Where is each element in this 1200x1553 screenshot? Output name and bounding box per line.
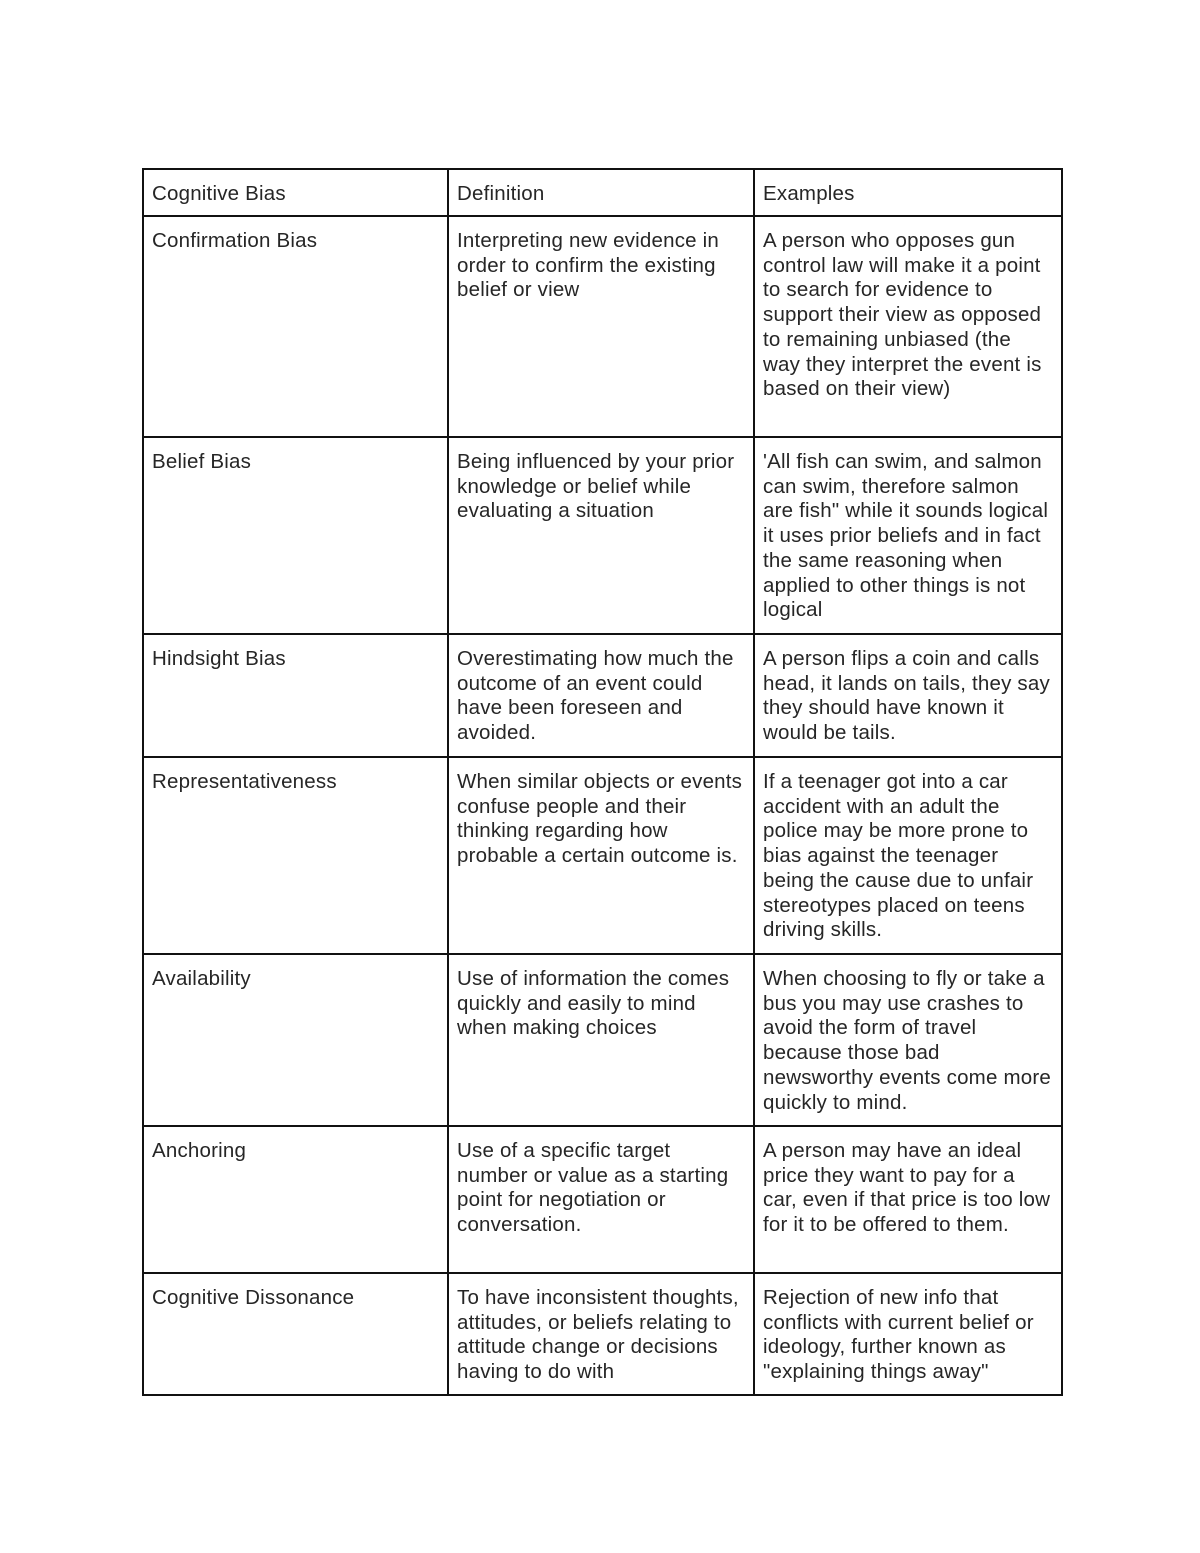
definition-cell: Use of information the comes quickly and easily to mind when making choices	[448, 954, 754, 1126]
header-examples: Examples	[754, 169, 1062, 216]
bias-name-cell: Cognitive Dissonance	[143, 1273, 448, 1395]
example-cell: A person who opposes gun control law will make it a point to search for evidence to support their view as opposed to remaining unbiased (the way they interpret the event is based on their view)	[754, 216, 1062, 437]
example-cell: Rejection of new info that conflicts with current belief or ideology, further known as "explaining things away"	[754, 1273, 1062, 1395]
header-definition: Definition	[448, 169, 754, 216]
bias-name-cell: Availability	[143, 954, 448, 1126]
definition-cell: When similar objects or events confuse people and their thinking regarding how probable a certain outcome is.	[448, 757, 754, 954]
table-row	[143, 1273, 1062, 1395]
table-row	[143, 437, 1062, 634]
bias-name-cell: Belief Bias	[143, 437, 448, 634]
header-cognitive-bias: Cognitive Bias	[143, 169, 448, 216]
bias-name-cell: Anchoring	[143, 1126, 448, 1273]
table-row	[143, 1126, 1062, 1273]
example-cell: When choosing to fly or take a bus you may use crashes to avoid the form of travel because those bad newsworthy events come more quickly to mind.	[754, 954, 1062, 1126]
table-header-row	[143, 169, 1062, 216]
table-row	[143, 216, 1062, 437]
bias-name-cell: Representativeness	[143, 757, 448, 954]
definition-cell: Use of a specific target number or value as a starting point for negotiation or conversation.	[448, 1126, 754, 1273]
table-row	[143, 954, 1062, 1126]
definition-cell: Being influenced by your prior knowledge or belief while evaluating a situation	[448, 437, 754, 634]
cognitive-bias-table	[142, 168, 1063, 1396]
bias-name-cell: Hindsight Bias	[143, 634, 448, 757]
table-row	[143, 757, 1062, 954]
definition-cell: Interpreting new evidence in order to confirm the existing belief or view	[448, 216, 754, 437]
definition-cell: Overestimating how much the outcome of an event could have been foreseen and avoided.	[448, 634, 754, 757]
example-cell: 'All fish can swim, and salmon can swim, therefore salmon are fish" while it sounds logical it uses prior beliefs and in fact the same reasoning when applied to other things is not logical	[754, 437, 1062, 634]
example-cell: A person may have an ideal price they want to pay for a car, even if that price is too low for it to be offered to them.	[754, 1126, 1062, 1273]
example-cell: A person flips a coin and calls head, it lands on tails, they say they should have known it would be tails.	[754, 634, 1062, 757]
example-cell: If a teenager got into a car accident with an adult the police may be more prone to bias against the teenager being the cause due to unfair stereotypes placed on teens driving skills.	[754, 757, 1062, 954]
definition-cell: To have inconsistent thoughts, attitudes, or beliefs relating to attitude change or decisions having to do with	[448, 1273, 754, 1395]
table-row	[143, 634, 1062, 757]
bias-name-cell: Confirmation Bias	[143, 216, 448, 437]
